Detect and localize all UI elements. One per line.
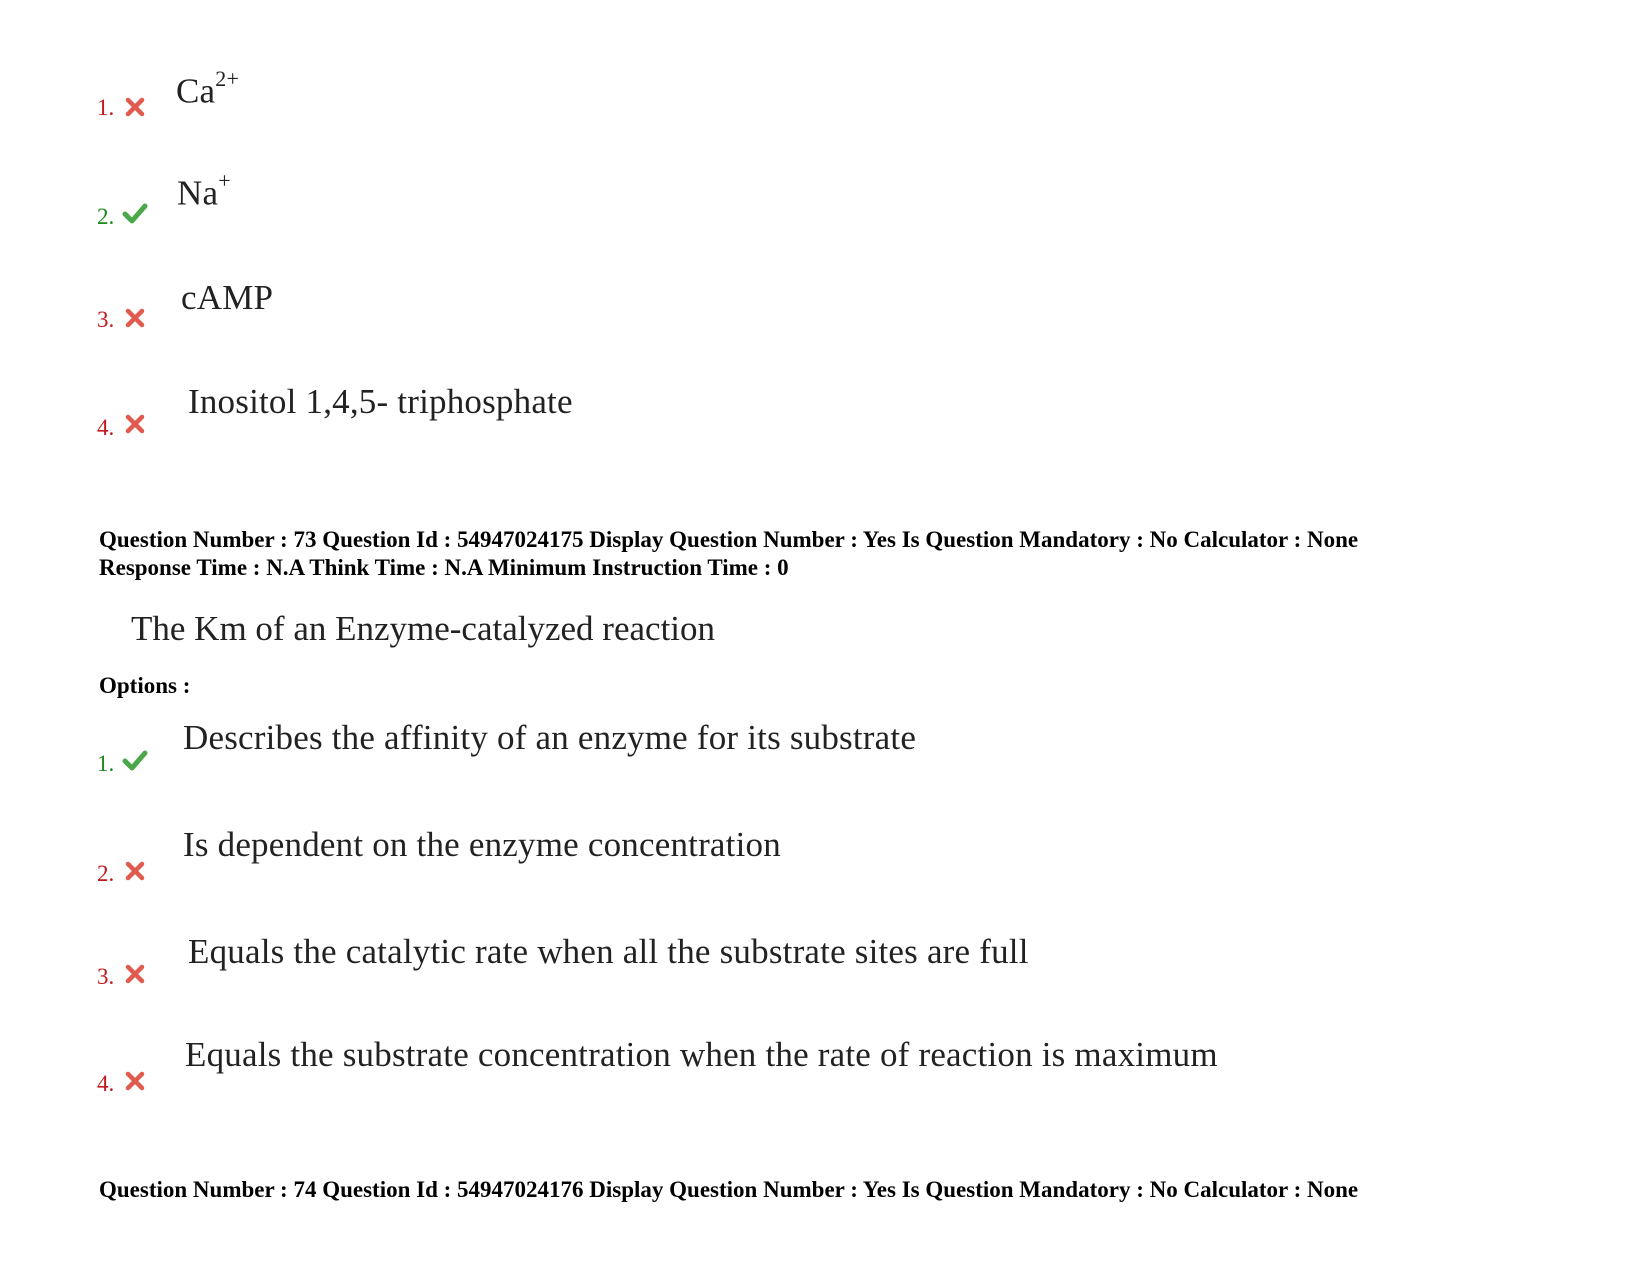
option-text: $Ca^{2+}$ — [176, 66, 240, 111]
check-icon — [122, 202, 148, 224]
cross-icon — [124, 307, 146, 329]
option-number: 4. — [97, 415, 115, 440]
question-meta-timing: Response Time : N.A Think Time : N.A Minimum Instruction Time : 0 — [99, 555, 789, 580]
question-text: The Km of an Enzyme-catalyzed reaction — [131, 609, 716, 648]
option-number: 4. — [97, 1071, 115, 1096]
cross-icon — [124, 860, 146, 882]
option-text: Na+ — [177, 168, 231, 213]
option-number: 3. — [97, 964, 115, 989]
cross-icon — [124, 1070, 146, 1092]
option-number: 1. — [97, 751, 115, 776]
option-text: Equals the substrate concentration when the rate of reaction is maximum — [185, 1035, 1218, 1074]
option-text: Is dependent on the enzyme concentration — [183, 825, 781, 864]
cross-icon — [124, 963, 146, 985]
question-meta: Question Number : 74 Question Id : 54947024176 Display Question Number : Yes Is Question Mandatory : No Calculator : None — [99, 1177, 1359, 1202]
cross-icon — [124, 96, 146, 118]
check-icon — [122, 749, 148, 771]
option-number: 1. — [97, 95, 115, 120]
option-text: Describes the affinity of an enzyme for its substrate — [183, 718, 917, 757]
option-text: Equals the catalytic rate when all the substrate sites are full — [188, 932, 1029, 971]
options-label: Options : — [99, 673, 191, 698]
option-text: cAMP — [181, 278, 274, 317]
cross-icon — [124, 413, 146, 435]
option-text: Inositol 1,4,5- triphosphate — [188, 382, 573, 421]
option-number: 3. — [97, 307, 115, 332]
option-number: 2. — [97, 204, 115, 229]
question-meta: Question Number : 73 Question Id : 54947024175 Display Question Number : Yes Is Question Mandatory : No Calculator : None — [99, 527, 1359, 552]
option-number: 2. — [97, 861, 115, 886]
